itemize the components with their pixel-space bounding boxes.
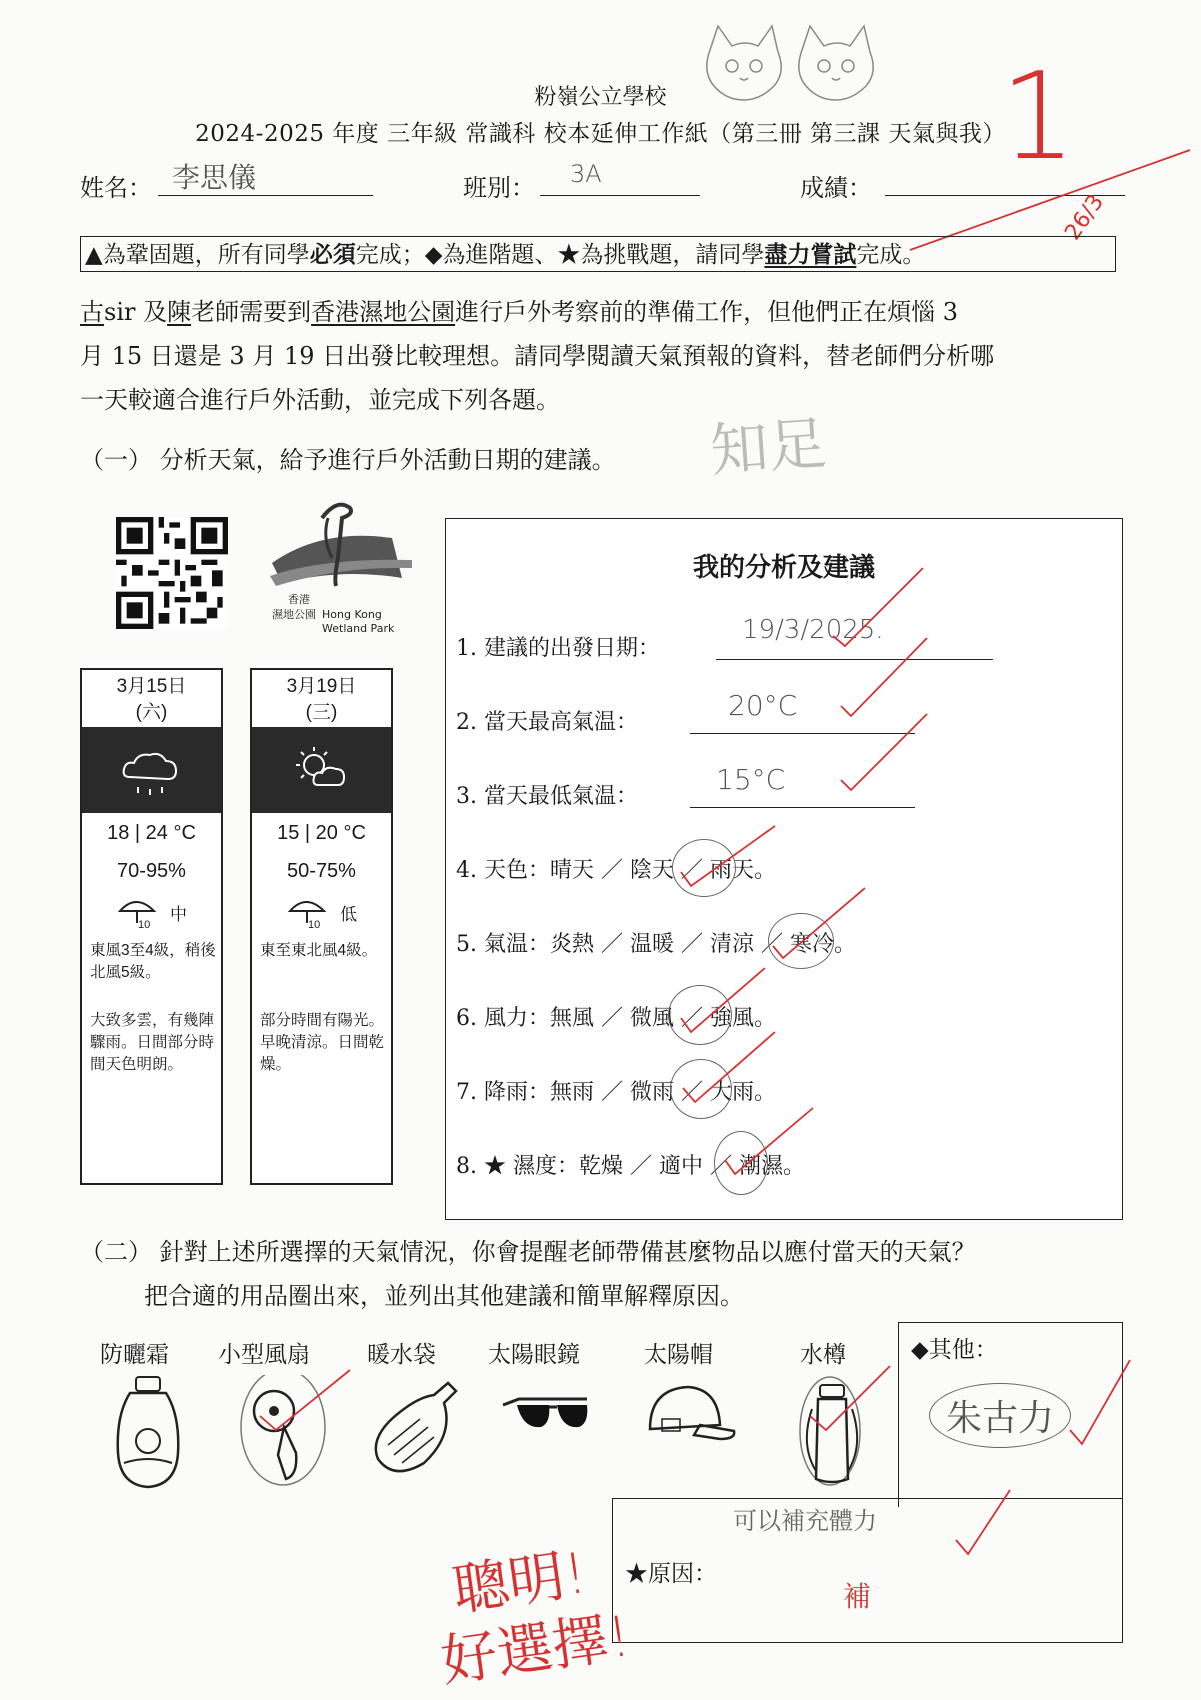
item-label-cap: 太陽帽 [644,1342,713,1368]
item-label-water-bottle: 水樽 [800,1342,846,1368]
star-icon: ★ [557,242,581,268]
question-7: 7. 降雨：無雨 ／ 微雨 ／ 大雨。 [456,1080,776,1105]
forecast-icon-band [82,727,221,813]
wetland-park-logo-icon [262,498,432,648]
red-check-marks [445,518,1123,1220]
svg-text:Wetland Park: Wetland Park [322,622,395,635]
qr-code-icon[interactable] [116,517,228,629]
forecast-card-mar15 [80,668,223,1185]
question-2: 2. 當天最高氣温： [456,710,638,735]
section1-heading: （一） 分析天氣，給予進行戶外活動日期的建議。 [80,446,616,474]
answer-2[interactable]: 20°C [728,689,798,722]
question-3: 3. 當天最低氣温： [456,784,638,809]
item-label-fan: 小型風扇 [218,1342,310,1368]
forecast-uv [82,895,221,929]
forecast-humidity: 70-95% [117,860,186,882]
intro-paragraph [80,290,1130,422]
section2-line-2: 把合適的用品圈出來，並列出其他建議和簡單解釋原因。 [144,1282,744,1310]
notice-box [80,236,1116,272]
reason-answer[interactable]: 可以補充體力 [733,1507,877,1535]
name-label: 姓名： [80,174,152,202]
forecast-wind: 東至東北風4級。 [260,942,378,959]
place-name: 香港濕地公園 [311,298,456,326]
svg-text:香港: 香港 [288,593,310,606]
uv-index-number: 10 [308,919,321,929]
question-4: 4. 天色：晴天 ／ 陰天 ／ 雨天。 [456,858,776,883]
forecast-humidity: 50-75% [287,860,356,882]
forecast-temperature: 15 | 20 °C [277,822,366,844]
sunscreen-icon[interactable] [108,1375,188,1495]
forecast-date: 3月15日 [116,676,187,697]
forecast-weekday: (三) [305,702,338,723]
question-8: 8. ★ 濕度：乾燥 ／ 適中 ／ 潮濕。 [456,1154,805,1179]
notice-must: 必須 [309,241,356,268]
forecast-card-mar19 [250,668,393,1185]
forecast-description: 大致多雲，有幾陣驟雨。日間部分時間天色明朗。 [90,1012,215,1073]
sun-cloud-icon [252,727,395,813]
grade-value: 1 [1000,48,1077,187]
analysis-title: 我的分析及建議 [692,553,875,583]
reason-label: ★原因： [625,1561,717,1587]
intro-line-2: 月 15 日還是 3 月 19 日出發比較理想。請同學閱讀天氣預報的資料，替老師們分析哪 [80,342,995,370]
teacher-comment-line-1: 聰明! [448,1540,591,1624]
class-line [540,193,700,196]
answer-3[interactable]: 15°C [716,763,786,796]
forecast-icon-band [252,727,391,813]
name-value[interactable]: 李思儀 [172,161,257,194]
intro-text-a: sir 及 [104,298,168,326]
forecast-wind: 東風3至4級，稍後北風5級。 [90,942,216,981]
section2-line-1: （二） 針對上述所選擇的天氣情況，你會提醒老師帶備甚麼物品以應付當天的天氣？ [80,1238,976,1266]
forecast-uv [252,895,391,929]
uv-level: 低 [340,904,357,924]
rain-cloud-icon [82,727,225,813]
triangle-icon: ▲ [85,242,103,268]
intro-text-c: 進行戶外考察前的準備工作，但他們正在煩惱 3 [455,298,958,326]
grade-fraction: 26/3 [1060,190,1110,245]
item-red-check-marks [230,1360,930,1470]
uv-index-number: 10 [138,919,151,929]
reason-red-check [950,1480,1020,1570]
section2-question [80,1230,976,1318]
cat-stamp-icon [690,20,890,112]
worksheet-title: 2024-2025 年度 三年級 常識科 校本延伸工作紙（第三冊 第三課 天氣與我） [195,121,1006,147]
question-6: 6. 風力：無風 ／ 微風 ／ 強風。 [456,1006,776,1031]
question-5: 5. 氣温：炎熱 ／ 温暖 ／ 清涼 ／ 寒冷。 [456,932,856,957]
notice-text-5: 完成。 [856,242,926,268]
forecast-weekday: (六) [135,702,168,723]
svg-text:Hong Kong: Hong Kong [322,608,382,621]
class-label: 班別： [463,174,535,202]
notice-text-3: 為進階題、 [442,242,558,268]
grade-label: 成績： [800,174,872,202]
uv-level: 中 [170,904,187,924]
teacher-comment-line-2: 好選擇! [437,1604,635,1695]
other-label: ◆其他： [911,1337,998,1363]
umbrella-icon [116,895,162,929]
diamond-icon: ◆ [424,242,443,268]
other-answer[interactable]: 朱古力 [929,1383,1071,1448]
name-chen: 陳 [167,298,192,326]
answer-1[interactable]: 19/3/2025. [742,615,884,645]
item-label-sunscreen: 防曬霜 [100,1342,169,1368]
pencil-note: 知足 [708,409,829,485]
item-label-sunglasses: 太陽眼鏡 [488,1342,580,1368]
intro-line-1 [80,290,1130,334]
name-gu: 古 [80,298,104,326]
umbrella-icon [286,895,332,929]
svg-text:濕地公園: 濕地公園 [272,608,316,621]
forecast-temperature: 18 | 24 °C [107,822,196,844]
intro-line-3: 一天較適合進行戶外活動，並完成下列各題。 [80,386,560,414]
class-value[interactable]: 3A [570,160,602,188]
forecast-description: 部分時間有陽光。早晚清涼。日間乾燥。 [260,1012,385,1073]
other-red-check [1060,1350,1140,1470]
reason-box [612,1498,1123,1643]
notice-text-4: 為挑戰題，請同學 [580,242,765,268]
notice-text-1: 為鞏固題，所有同學 [102,242,310,268]
notice-text-2: 完成； [355,242,425,268]
teacher-correction: 補 [843,1580,872,1613]
question-1: 1. 建議的出發日期： [456,636,660,661]
school-name: 粉嶺公立學校 [534,85,667,110]
notice-try: 盡力嘗試 [764,241,857,268]
item-label-hot-water-bag: 暖水袋 [367,1342,436,1368]
intro-text-b: 老師需要到 [191,298,312,326]
forecast-date: 3月19日 [286,676,357,697]
